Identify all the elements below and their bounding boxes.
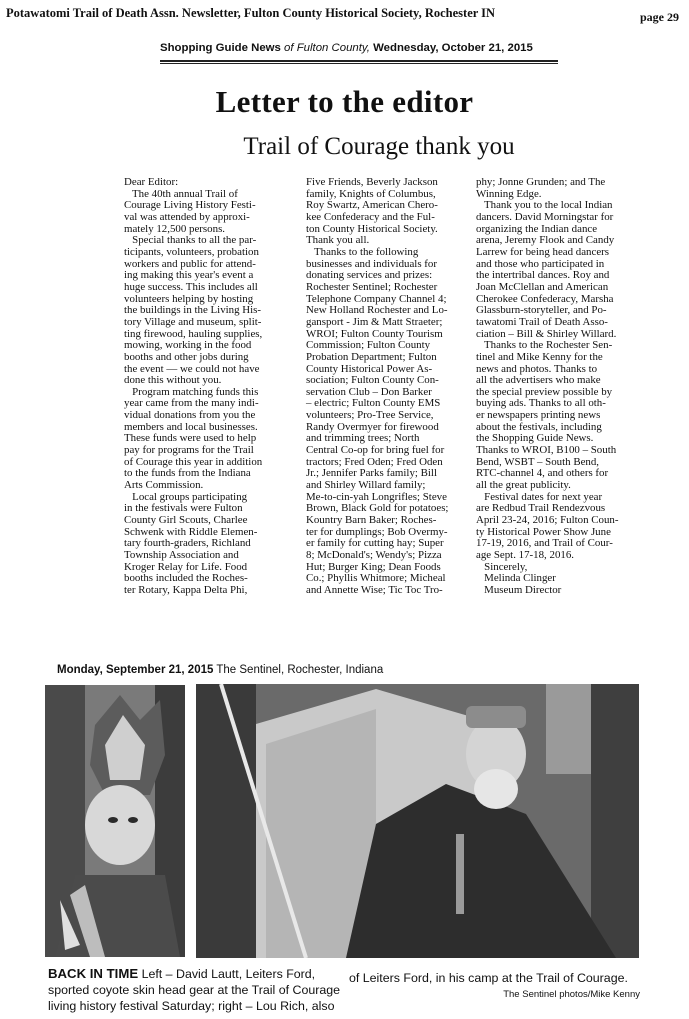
coyote-headgear-illustration [45, 685, 185, 957]
photo-caption-right: of Leiters Ford, in his camp at the Trail of Courage. [349, 971, 628, 985]
caption-left-text: Left – David Lautt, Leiters Ford, sported coyote skin head gear at the Trail of Courage living history festival Saturday; right – Lou Rich, also [48, 967, 341, 1013]
headline: Letter to the editor [215, 84, 474, 119]
photo-camp-tent [196, 684, 639, 958]
subheadline: Trail of Courage thank you [243, 133, 515, 160]
article-column-1: Dear Editor: The 40th annual Trail of Courage Living History Festi- val was attended by approxi- mately 12,500 persons. Special thanks to all the par- ticipants, volunteers, probation workers and public for attend- ing making this year's event a huge success. This includes all volunteers helping by hosting the buildings in the Living His- tory Village and museum, split- ting firewood, hauling supplies, mowing, working in the food booths and other jobs during the event — we could not have done this without you. Program matching funds this year came from the many indi- vidual donations from you the members and local businesses. These funds were used to help pay for programs for the Trail of Courage this year in addition to the funds from the Indiana Arts Commission. Local groups participating in the festivals were Fulton County Girl Scouts, Charlee Schwenk with Riddle Elemen- tary fourth-graders, Richland Township Association and Kroger Relay for Life. Food booths included the Roches- ter Rotary, Kappa Delta Phi, [124, 176, 263, 596]
sentinel-date: Monday, September 21, 2015 [57, 664, 214, 676]
photo-credit: The Sentinel photos/Mike Kenny [503, 989, 640, 1000]
article-column-2: Five Friends, Beverly Jackson family, Knights of Columbus, Roy Swartz, American Chero- kee Confederacy and the Ful- ton County Historical Society. Thank you all. Thanks to the following businesses and individuals for donating services and prizes: Rochester Sentinel; Rochester Telephone Company Channel 4; New Holland Rochester and Lo- gansport - Jim & Matt Straeter; WROI; Fulton County Tourism Commission; Fulton County Probation Department; Fulton County Historical Power As- sociation; Fulton County Con- servation Club – Don Barker – electric; Fulton County EMS volunteers; Pro-Tree Service, Randy Overmyer for firewood and trimming trees; North Central Co-op for bring fuel for tractors; Fred Oden; Fred Oden Jr.; Jennifer Parks family; Bill and Shirley Willard family; Me-to-cin-yah Longrifles; Steve Brown, Black Gold for potatoes; Kountry Barn Baker; Roches- ter for dumplings; Bob Overmy- er family for cutting hay; Super 8; McDonald's; Wendy's; Pizza Hut; Burger King; Dean Foods Co.; Phyllis Whitmore; Micheal and Annette Wise; Tic Toc Tro- [306, 176, 449, 596]
photo-caption-left [48, 966, 341, 1014]
article-column-3: phy; Jonne Grunden; and The Winning Edge. Thank you to the local Indian dancers. David Morningstar for organizing the Indian dance arena, Jeremy Flook and Candy Larrew for being head dancers and those who participated in the intertribal dances. Roy and Joan McClellan and American Cherokee Confederacy, Marsha Glassburn-storyteller, and Po- tawatomi Trail of Death Asso- ciation – Bill & Shirley Willard. Thanks to the Rochester Sen- tinel and Mike Kenny for the news and photos. Thanks to all the advertisers who make the special preview possible by buying ads. Thanks to all oth- er newspapers printing news about the festivals, including the Shopping Guide News. Thanks to WROI, B100 – South Bend, WSBT – South Bend, RTC-channel 4, and others for all the great publicity. Festival dates for next year are Redbud Trail Rendezvous April 23-24, 2016; Fulton Coun- ty Historical Power Show June 17-19, 2016, and Trail of Cour- age Sept. 17-18, 2016. Sincerely, Melinda Clinger Museum Director [476, 176, 619, 596]
photo-coyote-headgear [45, 685, 185, 957]
camp-tent-illustration [196, 684, 639, 958]
caption-kicker: BACK IN TIME [48, 966, 139, 981]
clipping-date: Wednesday, October 21, 2015 [369, 42, 533, 54]
clipping-source-line [160, 42, 550, 54]
paper-name: Shopping Guide News [160, 42, 281, 54]
page-number: page 29 [640, 10, 679, 24]
top-rule-thin [160, 63, 558, 64]
sentinel-paper: The Sentinel, Rochester, Indiana [213, 664, 384, 676]
newsletter-header: Potawatomi Trail of Death Assn. Newsletter, Fulton County Historical Society, Rochester IN [6, 6, 496, 20]
top-rule [160, 60, 558, 62]
paper-county: of Fulton County, [280, 42, 370, 54]
sentinel-dateline [57, 664, 383, 676]
